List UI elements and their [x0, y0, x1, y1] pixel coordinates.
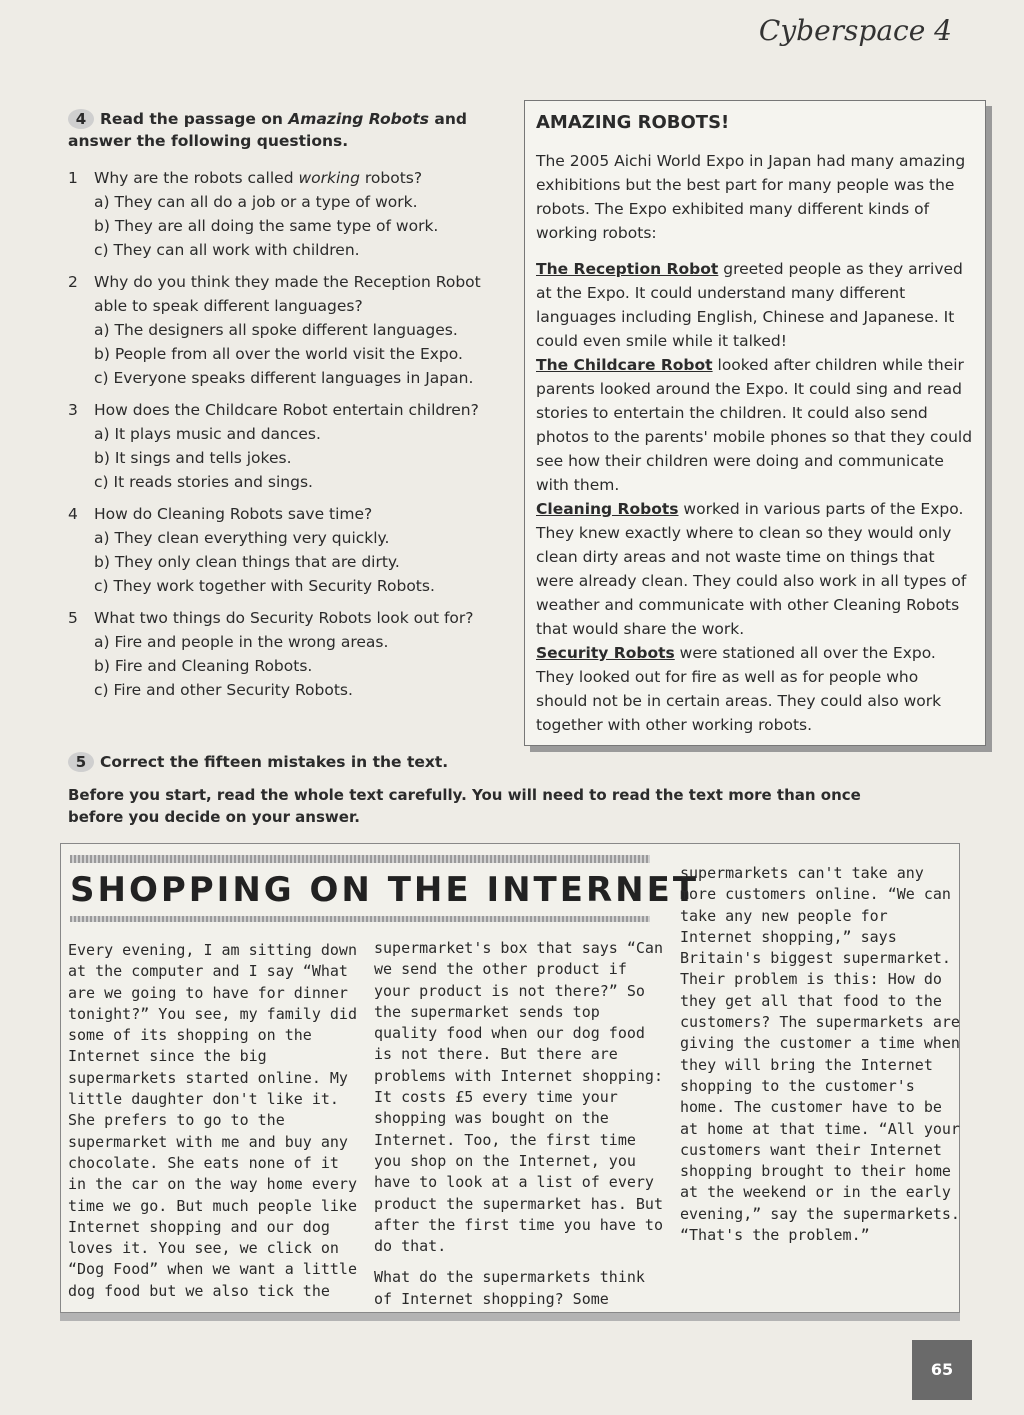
exercise-5-text: Correct the fifteen mistakes in the text. [100, 753, 449, 771]
article-column-1 [68, 940, 358, 1302]
question-item [68, 502, 508, 598]
answer-option: b) They only clean things that are dirty. [94, 553, 400, 571]
answer-option: c) Everyone speaks different languages in Japan. [94, 369, 474, 387]
question-stem [68, 398, 508, 422]
robot-section-text: were stationed all over the Expo. They looked out for fire as well as for people who should not be in certain areas. They could also work together with other working robots. [536, 644, 942, 734]
robot-section-text: greeted people as they arrived at the Expo. It could understand many different languages including English, Chinese and Japanese. It could even smile while it talked! [536, 260, 963, 350]
amazing-robots-box [524, 100, 986, 746]
title-rule-top [70, 855, 650, 863]
question-text [94, 502, 372, 526]
robot-section-text: worked in various parts of the Expo. They knew exactly where to clean so they would only clean dirty areas and not waste time on things that were already clean. They could also work in all types of weather and communicate with other Cleaning Robots that would share the work. [536, 500, 967, 638]
answer-option: b) It sings and tells jokes. [94, 449, 292, 467]
question-text-pre: Why do you think they made the Reception Robot able to speak different languages? [94, 273, 481, 315]
article-column-3-text: supermarkets can't take any more customers online. “We can take any new people for Internet shopping,” says Britain's biggest supermarket. Their problem is this: How do they get all that food to the customers? The supermarkets are giving the customer a time when they will bring the Internet shopping to the customer's home. The customer have to be at home at that time. “All your customers want their Internet shopping brought to their home at the weekend or in the early evening,” say the supermarkets. “That's the problem.” [680, 864, 960, 1245]
question-number: 5 [68, 609, 78, 627]
question-text-post: robots? [359, 169, 423, 187]
answer-option: c) Fire and other Security Robots. [94, 681, 353, 699]
question-item [68, 398, 508, 494]
exercise-4-instruction [68, 108, 488, 152]
question-text-pre: Why are the robots called [94, 169, 299, 187]
robots-box-title: AMAZING ROBOTS! [536, 112, 730, 133]
article-column-3 [680, 863, 960, 1246]
robot-section [536, 353, 973, 497]
article-column-2 [374, 938, 664, 1310]
question-text [94, 398, 479, 422]
question-item [68, 166, 508, 262]
question-number: 1 [68, 169, 78, 187]
question-text-pre: What two things do Security Robots look out for? [94, 609, 474, 627]
question-number: 2 [68, 273, 78, 291]
answer-option: a) The designers all spoke different languages. [94, 321, 458, 339]
robot-section-lead: The Reception Robot [536, 260, 719, 278]
question-item [68, 606, 508, 702]
question-text-emphasis: working [298, 169, 360, 187]
answer-option: b) They are all doing the same type of work. [94, 217, 439, 235]
robot-section [536, 257, 973, 353]
question-text [94, 270, 508, 318]
title-rule-bottom [70, 916, 650, 922]
robot-sections [536, 257, 973, 737]
article-column-2-paragraph-2: What do the supermarkets think of Internet shopping? Some [374, 1268, 645, 1308]
answer-option: c) They work together with Security Robots. [94, 577, 435, 595]
answer-option: a) They can all do a job or a type of work. [94, 193, 418, 211]
exercise-5-instruction [68, 752, 448, 772]
question-stem [68, 606, 508, 630]
robot-section-text: looked after children while their parents looked around the Expo. It could sing and read stories to entertain the children. It could also send photos to the parents' mobile phones so that they could see how their children were doing and communicate with them. [536, 356, 973, 494]
answer-option: a) It plays music and dances. [94, 425, 321, 443]
answer-option: b) People from all over the world visit the Expo. [94, 345, 463, 363]
question-stem [68, 502, 508, 526]
background-watermark: ​ [243, 10, 257, 184]
instruction-title: Amazing Robots [288, 110, 429, 128]
instruction-pre: Read the passage on [100, 110, 289, 128]
shopping-article-title: SHOPPING ON THE INTERNET [70, 870, 700, 910]
question-text [94, 166, 422, 190]
question-stem [68, 166, 508, 190]
answer-option: a) They clean everything very quickly. [94, 529, 390, 547]
instruction-post: and answer the following questions. [68, 110, 467, 150]
question-number: 4 [68, 505, 78, 523]
exercise-number-badge: 5 [68, 752, 94, 772]
question-text [94, 606, 474, 630]
question-text-pre: How does the Childcare Robot entertain children? [94, 401, 479, 419]
question-list [68, 166, 508, 710]
article-column-2-paragraph-1: supermarket's box that says “Can we send the other product if your product is not there?” So the supermarket sends top quality food when our dog food is not there. But there are problems with Internet shopping: It costs £5 every time your shopping was bought on the Internet. Too, the first time you shop on the Internet, you have to look at a list of every product the supermarket has. But after the first time you have to do that. [374, 939, 663, 1256]
question-item [68, 270, 508, 390]
robot-section-lead: The Childcare Robot [536, 356, 713, 374]
robot-section-lead: Security Robots [536, 644, 675, 662]
answer-option: b) Fire and Cleaning Robots. [94, 657, 313, 675]
robot-section [536, 497, 973, 641]
exercise-5-sub-instruction: Before you start, read the whole text carefully. You will need to read the text more than once before you decide on your answer. [68, 786, 861, 826]
question-text-pre: How do Cleaning Robots save time? [94, 505, 373, 523]
question-stem [68, 270, 508, 318]
robot-section-lead: Cleaning Robots [536, 500, 679, 518]
question-number: 3 [68, 401, 78, 419]
answer-option: c) It reads stories and sings. [94, 473, 313, 491]
article-column-1-text: Every evening, I am sitting down at the computer and I say “What are we going to have for dinner tonight?” You see, my family did some of its shopping on the Internet since the big supermarkets started online. My little daughter don't like it. She prefers to go to the supermarket with me and buy any chocolate. She eats none of it in the car on the way home every time we go. But much people like Internet shopping and our dog loves it. You see, we click on “Dog Food” when we want a little dog food but we also tick the [68, 941, 357, 1300]
robot-section [536, 641, 973, 737]
page-number: 65 [912, 1340, 972, 1400]
running-head: Cyberspace 4 [758, 14, 952, 47]
exercise-number-badge: 4 [68, 109, 94, 129]
answer-option: c) They can all work with children. [94, 241, 360, 259]
robots-intro: The 2005 Aichi World Expo in Japan had many amazing exhibitions but the best part for many people was the robots. The Expo exhibited many different kinds of working robots: [536, 152, 966, 242]
answer-option: a) Fire and people in the wrong areas. [94, 633, 389, 651]
